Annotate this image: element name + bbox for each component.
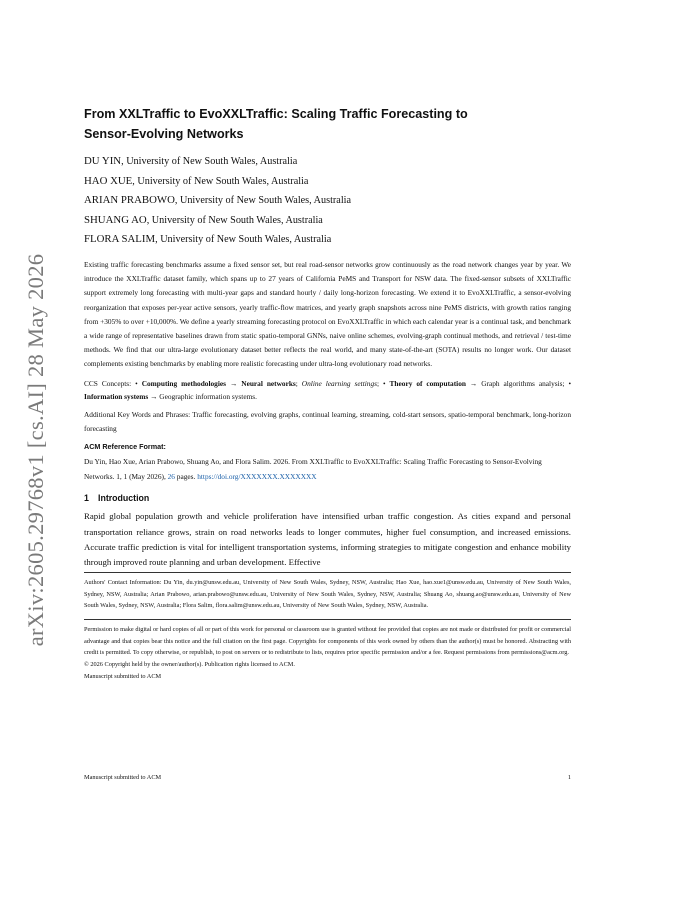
author-entry xyxy=(84,152,571,172)
author-entry xyxy=(84,172,571,192)
author-entry xyxy=(84,230,571,250)
author-affiliation: , University of New South Wales, Australia xyxy=(132,175,309,187)
permission-notice: Permission to make digital or hard copies of all or part of this work for personal or classroom use is granted without fee provided that copies are not made or distributed for profit or commercial advantage and that copies bear this notice and the full citation on the first page. Copyrights for components of this work owned by others than the author(s) must be honored. Abstracting with credit is permitted. To copy otherwise, or republish, to post on servers or to redistribute to lists, requires prior specific permission and/or a fee. Request permissions from permissions@acm.org. xyxy=(84,626,571,657)
pages-link[interactable]: 26 xyxy=(167,472,175,482)
author-entry xyxy=(84,191,571,211)
section-title: Introduction xyxy=(98,493,150,504)
author-name: ARIAN PRABOWO xyxy=(84,194,175,207)
author-affiliation: , University of New South Wales, Australia xyxy=(155,234,332,246)
page-footer xyxy=(84,774,571,786)
author-name: SHUANG AO xyxy=(84,213,147,226)
footer-manuscript-label: Manuscript submitted to ACM xyxy=(84,774,162,781)
copyright-notice: © 2026 Copyright held by the owner/author(s). Publication rights licensed to ACM. xyxy=(84,661,295,669)
arxiv-id-text: arXiv:2605.29768v1 [cs.AI] 28 May 2026 xyxy=(23,253,48,647)
manuscript-note: Manuscript submitted to ACM xyxy=(84,672,162,680)
permission-rule xyxy=(84,619,571,620)
author-entry xyxy=(84,211,571,231)
title-line-1: From XXLTraffic to EvoXXLTraffic: Scaling Traffic Forecasting to xyxy=(84,107,468,121)
section-heading-introduction xyxy=(84,491,571,505)
paper-title xyxy=(84,104,571,144)
acm-reference-heading: ACM Reference Format: xyxy=(84,442,166,452)
author-list xyxy=(84,152,571,250)
arxiv-identifier-stamp xyxy=(16,250,56,650)
acm-reference-text: Du Yin, Hao Xue, Arian Prabowo, Shuang Ao, and Flora Salim. 2026. From XXLTraffic to EvoXXLTraffic: Scaling Traffic Forecasting to Sensor-Evolving Networks. 1, 1 (May 2026), 26 pages. https://doi.org/XXXXXXX.XXXXXXX xyxy=(84,456,542,482)
title-line-2: Sensor-Evolving Networks xyxy=(84,127,244,141)
author-affiliation: , University of New South Wales, Australia xyxy=(146,214,323,226)
author-contact-information: Authors' Contact Information: Du Yin, du.yin@unsw.edu.au, University of New South Wales, Sydney, NSW, Australia; Hao Xue, hao.xue1@unsw.edu.au, University of New South Wales, Sydney, NSW, Australia; Arian Prabowo, arian.prabowo@unsw.edu.au, University of New South Wales, Sydney, NSW, Australia; Shuang Ao, shuang.ao@unsw.edu.au, University of New South Wales, Sydney, NSW, Australia; Flora Salim, flora.salim@unsw.edu.au, University of New South Wales, Sydney, NSW, Australia. xyxy=(84,578,571,610)
author-affiliation: , University of New South Wales, Australia xyxy=(174,195,352,207)
section-number: 1 xyxy=(84,493,89,504)
ccs-concepts: CCS Concepts: • Computing methodologies → Neural networks; Online learning settings; • Theory of computation → Graph algorithms analysis; • Information systems → Geographic information systems. xyxy=(84,378,572,401)
author-affiliation: , University of New South Wales, Australia xyxy=(121,156,298,167)
additional-keywords: Additional Key Words and Phrases: Traffic forecasting, evolving graphs, continual learning, streaming, cold-start sensors, spatio-temporal benchmark, long-horizon forecasting xyxy=(84,410,571,433)
footnote-rule xyxy=(84,572,571,573)
doi-link[interactable]: https://doi.org/XXXXXXX.XXXXXXX xyxy=(197,472,317,482)
author-name: DU YIN xyxy=(84,155,122,167)
abstract: Existing traffic forecasting benchmarks assume a fixed sensor set, but real road-sensor networks grow continuously as the road network changes year by year. We introduce the XXLTraffic dataset family, which spans up to 27 years of California PeMS and Transport for NSW data. The fixed-sensor subsets of XXLTraffic support extremely long forecasting with multi-year gaps and standard hourly / daily long-horizon forecasting. We extend it to EvoXXLTraffic, a sensor-evolving reorganization that exposes per-year active sensors, yearly traffic-flow matrices, and yearly graph snapshots across nine PeMS districts, with growth ratios ranging from +305% to over +10,000%. We define a yearly streaming forecasting protocol on EvoXXLTraffic in which each calendar year is a continual task, and benchmark a wide range of representative baselines drawn from static spatio-temporal GNNs, naive online schemes, evolving-graph continual methods, and retrieval / test-time methods. We find that our ultra-large evolutionary dataset better reflects the real world, and many state-of-the-art (SOTA) results no longer work. Our dataset complements existing benchmarks by enabling more realistic forecasting under ultra-long evolutionary road networks. xyxy=(84,259,571,369)
footer-page-number: 1 xyxy=(567,774,571,781)
author-name: HAO XUE xyxy=(84,174,133,187)
introduction-paragraph: Rapid global population growth and vehicle proliferation have intensified urban traffic congestion. As cities expand and personal transportation reliance grows, strain on road networks leads to longer commutes, higher fuel consumption, and increased emissions. Accurate traffic prediction is vital for intelligent transportation systems, informing strategies to mitigate congestion and enhance mobility through improved route planning and urban development. Effective xyxy=(84,511,571,568)
paper-first-page xyxy=(84,104,571,682)
author-name: FLORA SALIM xyxy=(84,233,156,246)
